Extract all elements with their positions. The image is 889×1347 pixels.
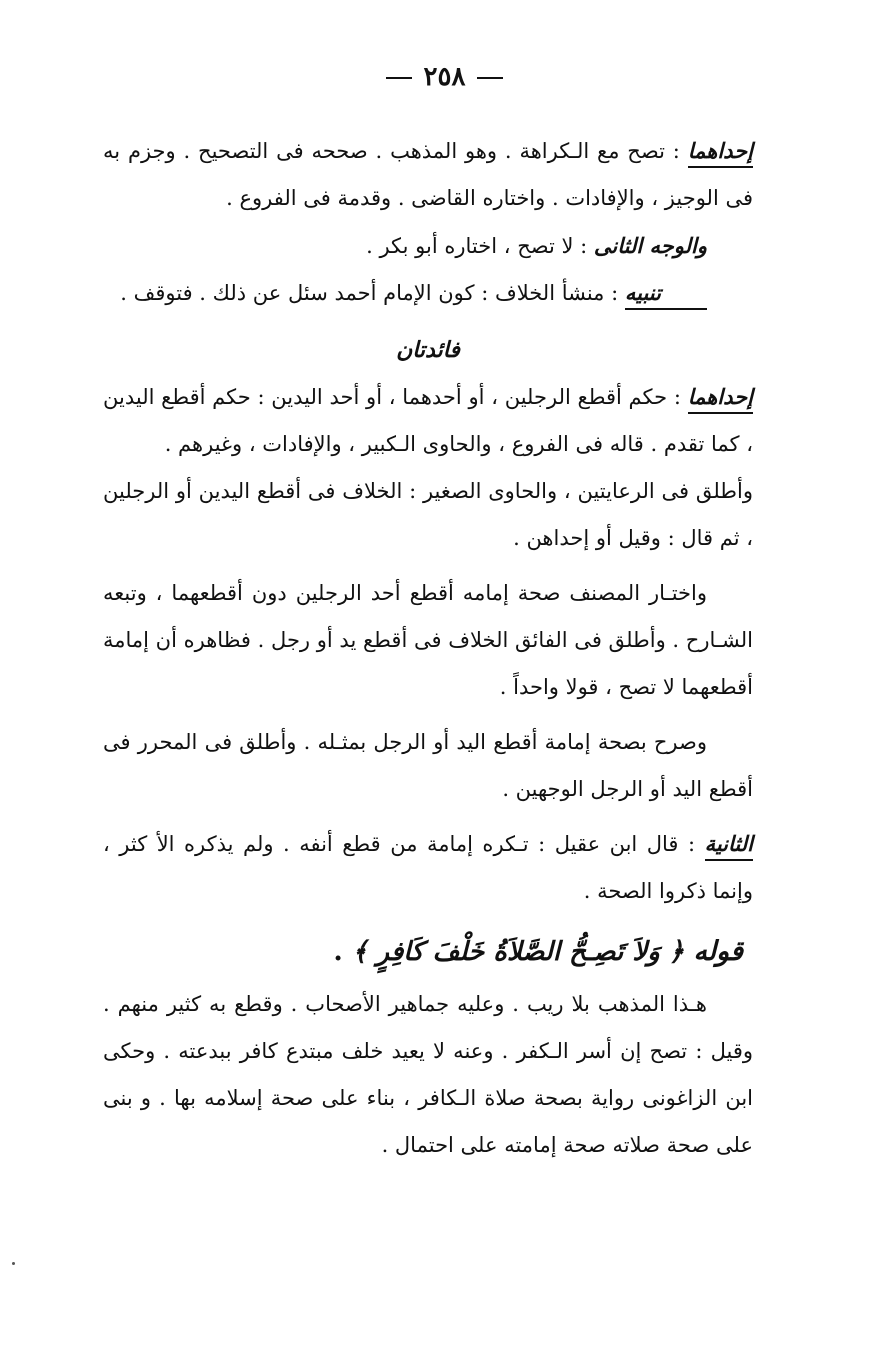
paragraph-6: واختـار المصنف صحة إمامه أقطع أحد الرجلين دون أقطعهما ، وتبعه الشـارح . وأطلق فى الفائق الخلاف فى أقطع يد أو رجل . فظاهره أن إمامة أقطعهما لا تصح ، قولا واحداً . (103, 581, 753, 699)
quoted-matn: ﴿ وَلاَ تَصِـحُّ الصَّلاَةُ خَلْفَ كَافِرٍ ﴾ (352, 937, 685, 967)
scan-speck (12, 1262, 15, 1265)
paragraph-9: هـذا المذهب بلا ريب . وعليه جماهير الأصحاب . وقطع به كثير منهم . وقيل : تصح إن أسر الـكفر . وعنه لا يعيد خلف مبتدع كافر ببدعته . وحكى ابن الزاغونى رواية بصحة صلاة الـكافر ، بناء على صحة إسلامه بها . و بنى على صحة صلاته صحة إمامته على احتمال . (103, 992, 753, 1157)
keyword-second-view: والوجه الثانى (593, 233, 707, 258)
paragraph-1 (103, 128, 753, 222)
paragraph-7: وصرح بصحة إمامة أقطع اليد أو الرجل بمثـله . وأطلق فى المحرر فى أقطع اليد أو الرجل الوجهين . (103, 730, 753, 801)
keyword-ihdahuma-2: إحداهما (688, 382, 753, 414)
qawluh-label: قوله (693, 936, 743, 967)
paragraph-4-text: : حكم أقطع الرجلين ، أو أحدهما ، أو أحد اليدين : حكم أقطع اليدين ، كما تقدم . قاله فى الفروع ، والحاوى الـكبير ، والإفادات ، وغيرهم . (103, 385, 753, 456)
paragraph-8-text: : قال ابن عقيل : تـكره إمامة من قطع أنفه . ولم يذكره الأ كثر ، وإنما ذكروا الصحة . (103, 832, 753, 903)
keyword-thaniya: الثانية (705, 829, 753, 861)
page-number-dash-right (477, 77, 503, 79)
page-number-dash-left (386, 77, 412, 79)
keyword-tanbih: تنبيه (625, 278, 707, 310)
paragraph-2-text: : لا تصح ، اختاره أبو بكر . (366, 234, 588, 258)
body-text (103, 128, 753, 1169)
paragraph-4 (103, 374, 753, 468)
paragraph-3 (103, 270, 753, 317)
quoted-end-dot: . (333, 936, 343, 967)
paragraph-8 (103, 821, 753, 915)
section-heading: فائدتان (396, 337, 460, 363)
quoted-text-line (103, 923, 753, 981)
page-number (0, 62, 889, 92)
paragraph-2 (103, 222, 753, 270)
paragraph-1-text: : تصح مع الـكراهة . وهو المذهب . صححه فى التصحيح . وجزم به فى الوجيز ، والإفادات . واختاره القاضى . وقدمة فى الفروع . (103, 139, 753, 210)
paragraph-5: وأطلق فى الرعايتين ، والحاوى الصغير : الخلاف فى أقطع اليدين أو الرجلين ، ثم قال : وقيل أو إحداهن . (103, 479, 753, 550)
page-number-text: ٢٥٨ (423, 62, 466, 92)
paragraph-3-text: : منشأ الخلاف : كون الإمام أحمد سئل عن ذلك . فتوقف . (120, 281, 619, 305)
keyword-ihdahuma-1: إحداهما (688, 136, 753, 168)
